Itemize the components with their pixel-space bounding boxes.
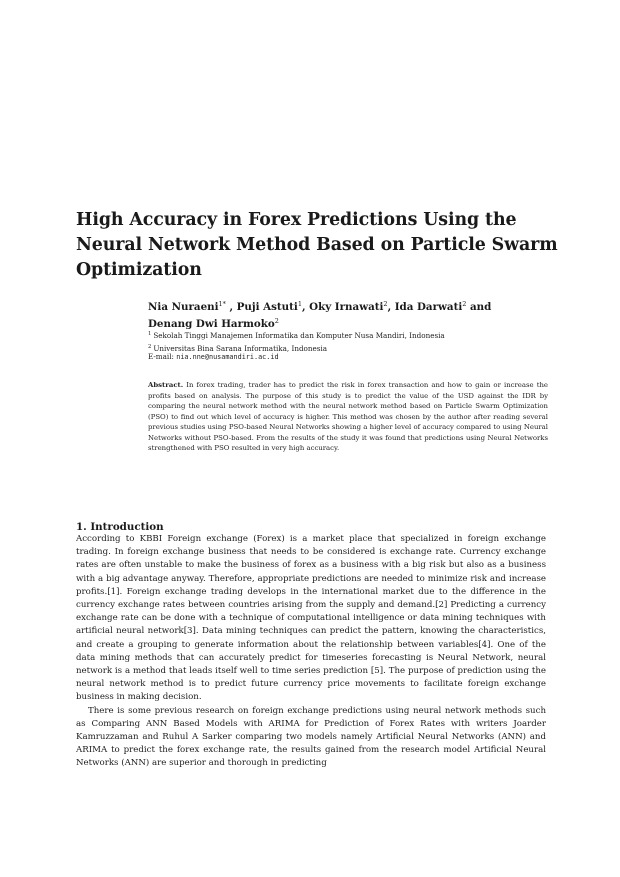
- author-affil-mark: 2: [274, 317, 279, 325]
- affiliation-text: Sekolah Tinggi Manajemen Informatika dan Komputer Nusa Mandiri, Indonesia: [153, 331, 445, 340]
- author-line-1: [148, 297, 548, 314]
- author-name: , Oky Irnawati: [301, 301, 384, 313]
- affiliation-mark: 1: [148, 331, 152, 337]
- author-affil-mark: 2: [462, 300, 467, 308]
- author-conjunction: and: [466, 301, 492, 313]
- introduction-body: [76, 533, 546, 771]
- affiliations: [148, 329, 548, 354]
- abstract: [148, 380, 548, 454]
- author-name: Nia Nuraeni: [148, 301, 219, 313]
- affiliation-1: [148, 329, 548, 342]
- author-name: , Ida Darwati: [387, 301, 463, 313]
- section-heading-introduction: 1. Introduction: [76, 521, 164, 533]
- author-list: [148, 297, 548, 331]
- title-line-3: Optimization: [76, 260, 202, 280]
- paragraph: According to KBBI Foreign exchange (Forex) is a market place that specialized in foreign exchange trading. In foreign exchange business that needs to be considered is exchange rate. Currency exchange rates are often unstable to make the business of forex as a business with a big risk but also as a business with a big advantage anyway. Therefore, appropriate predictions are needed to minimize risk and increase profits.[1]. Foreign exchange trading develops in the international market due to the difference in the currency exchange rates between countries arising from the supply and demand.[2] Predicting a currency exchange rate can be done with a technique of computational intelligence or data mining techniques with artificial neural network[3]. Data mining techniques can predict the pattern, knowing the characteristics, and create a grouping to generate information about the relationship between variables[4]. One of the data mining methods that can accurately predict for timeseries forecasting is Neural Network, neural network is a method that leads itself well to time series prediction [5]. The purpose of prediction using the neural network method is to predict future currency price movements to facilitate foreign exchange business in making decision.: [76, 534, 546, 703]
- abstract-text: In forex trading, trader has to predict the risk in forex transaction and how to gain or increase the profits based on analysis. The purpose of this study is to predict the value of the USD against the IDR by comparing the neural network method with the neural network method based on Particle Swarm Optimization (PSO) to find out which level of accuracy is higher. This method was chosen by the author after reading several previous studies using PSO-based Neural Networks showing a higher level of accuracy compared to using Neural Networks without PSO-based. From the results of the study it was found that predictions using Neural Networks strengthened with PSO resulted in very high accuracy.: [148, 381, 548, 452]
- paper-title: [76, 208, 558, 283]
- title-line-2: Neural Network Method Based on Particle Swarm: [76, 235, 558, 255]
- paragraph: There is some previous research on foreign exchange predictions using neural network methods such as Comparing ANN Based Models with ARIMA for Prediction of Forex Rates with writers Joarder Kamruzzaman and Ruhul A Sarker comparing two models namely Artificial Neural Networks (ANN) and ARIMA to predict the forex exchange rate, the results gained from the research model Artificial Neural Networks (ANN) are superior and thorough in predicting: [76, 705, 546, 769]
- abstract-label: Abstract.: [148, 381, 184, 389]
- email-label: E-mail:: [148, 352, 174, 361]
- email-address[interactable]: nia.nne@nusamandiri.ac.id: [176, 353, 279, 361]
- author-name: Denang Dwi Harmoko: [148, 318, 275, 330]
- contact-email: [148, 352, 279, 362]
- author-affil-mark: 1: [297, 300, 302, 308]
- author-name: , Puji Astuti: [225, 301, 298, 313]
- author-affil-mark: 1*: [218, 300, 226, 308]
- affiliation-text: Universitas Bina Sarana Informatika, Indonesia: [153, 343, 328, 353]
- title-line-1: High Accuracy in Forex Predictions Using the: [76, 210, 517, 230]
- affiliation-mark: 2: [148, 343, 152, 350]
- author-affil-mark: 2: [383, 300, 388, 308]
